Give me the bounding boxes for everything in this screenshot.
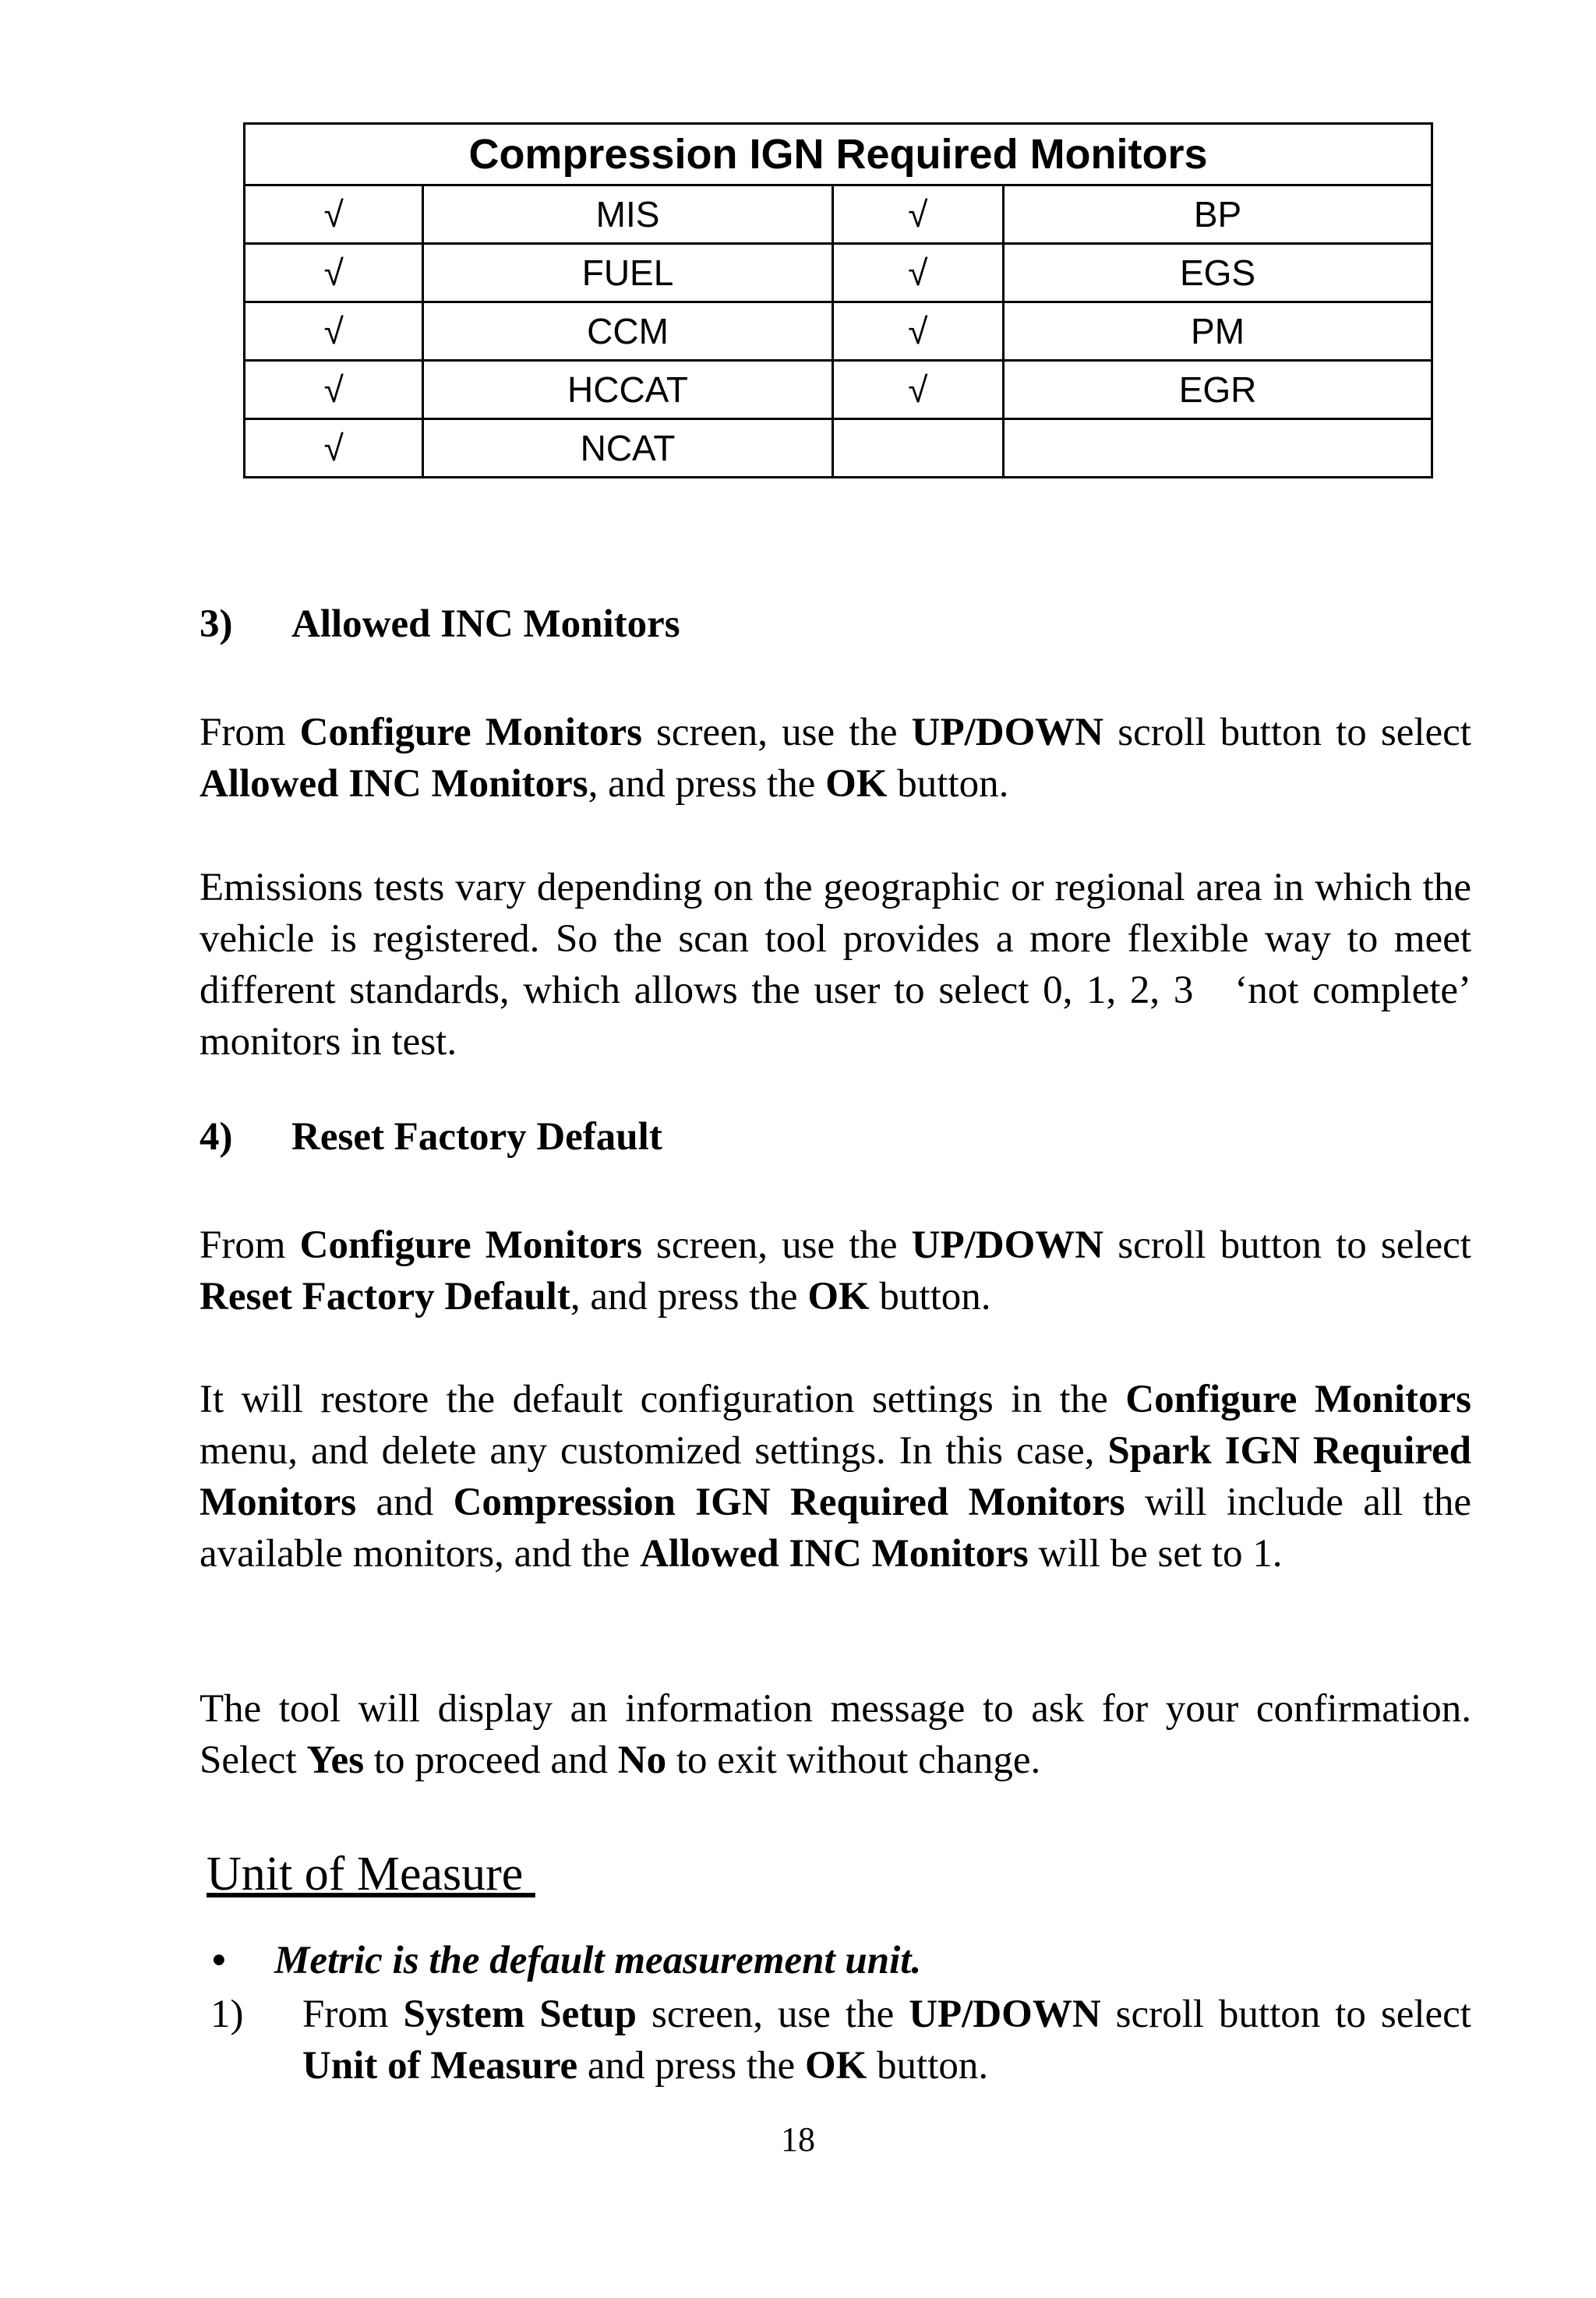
bullet-icon: • (212, 1939, 226, 1982)
table-title: Compression IGN Required Monitors (245, 124, 1432, 185)
check-cell (832, 419, 1004, 478)
page-number: 18 (781, 2120, 815, 2159)
monitor-cell: HCCAT (423, 361, 832, 419)
table-row (245, 419, 1432, 478)
section-title: Allowed INC Monitors (291, 602, 680, 646)
section-3-paragraph-2: Emissions tests vary depending on the geographic or regional area in which the vehicle is registered. So the scan tool provides a more flexible way to meet different standards, which allows the user to select 0, 1, 2, 3 ‘not complete’ monitors in test. (200, 866, 1481, 1064)
section-3-paragraph-1: From Configure Monitors screen, use the UP/DOWN scroll button to select Allowed INC Monitors, and press the OK button. (200, 711, 1471, 806)
check-cell: √ (245, 419, 423, 478)
check-cell: √ (245, 302, 423, 361)
monitor-cell: BP (1004, 185, 1432, 244)
section-4-paragraph-1: From Configure Monitors screen, use the UP/DOWN scroll button to select Reset Factory Default, and press the OK button. (200, 1223, 1471, 1318)
check-cell: √ (832, 361, 1004, 419)
section-title: Reset Factory Default (291, 1115, 662, 1159)
monitor-cell: FUEL (423, 244, 832, 302)
section-3-heading (200, 602, 680, 647)
check-cell: √ (832, 244, 1004, 302)
monitor-cell (1004, 419, 1432, 478)
monitors-table (243, 122, 1433, 478)
unit-of-measure-title: Unit of Measure (207, 1848, 535, 1901)
check-cell: √ (245, 185, 423, 244)
section-4-paragraph-2: It will restore the default configuration settings in the Configure Monitors menu, and delete any customized settings. In this case, Spark IGN Required Monitors and Compression IGN Required Monitors will include all the available monitors, and the Allowed INC Monitors will be set to 1. (200, 1378, 1471, 1576)
section-4-paragraph-3: The tool will display an information message to ask for your confirmation. Select Yes to proceed and No to exit without change. (200, 1687, 1471, 1782)
step-text: From System Setup screen, use the UP/DOWN scroll button to select Unit of Measure and press the OK button. (302, 1993, 1471, 2088)
table-row (245, 361, 1432, 419)
bullet-text: Metric is the default measurement unit. (274, 1939, 922, 1982)
table-row (245, 244, 1432, 302)
monitor-cell: PM (1004, 302, 1432, 361)
section-number: 4) (200, 1115, 233, 1159)
monitor-cell: MIS (423, 185, 832, 244)
step-number: 1) (210, 1993, 244, 2036)
table-row (245, 302, 1432, 361)
section-number: 3) (200, 602, 233, 646)
check-cell: √ (832, 185, 1004, 244)
section-4-heading (200, 1114, 662, 1160)
table-row (245, 185, 1432, 244)
monitor-cell: EGS (1004, 244, 1432, 302)
step-1 (200, 1989, 1471, 2091)
bullet-note (212, 1938, 921, 1983)
monitor-cell: EGR (1004, 361, 1432, 419)
monitor-cell: CCM (423, 302, 832, 361)
check-cell: √ (832, 302, 1004, 361)
check-cell: √ (245, 244, 423, 302)
check-cell: √ (245, 361, 423, 419)
monitor-cell: NCAT (423, 419, 832, 478)
